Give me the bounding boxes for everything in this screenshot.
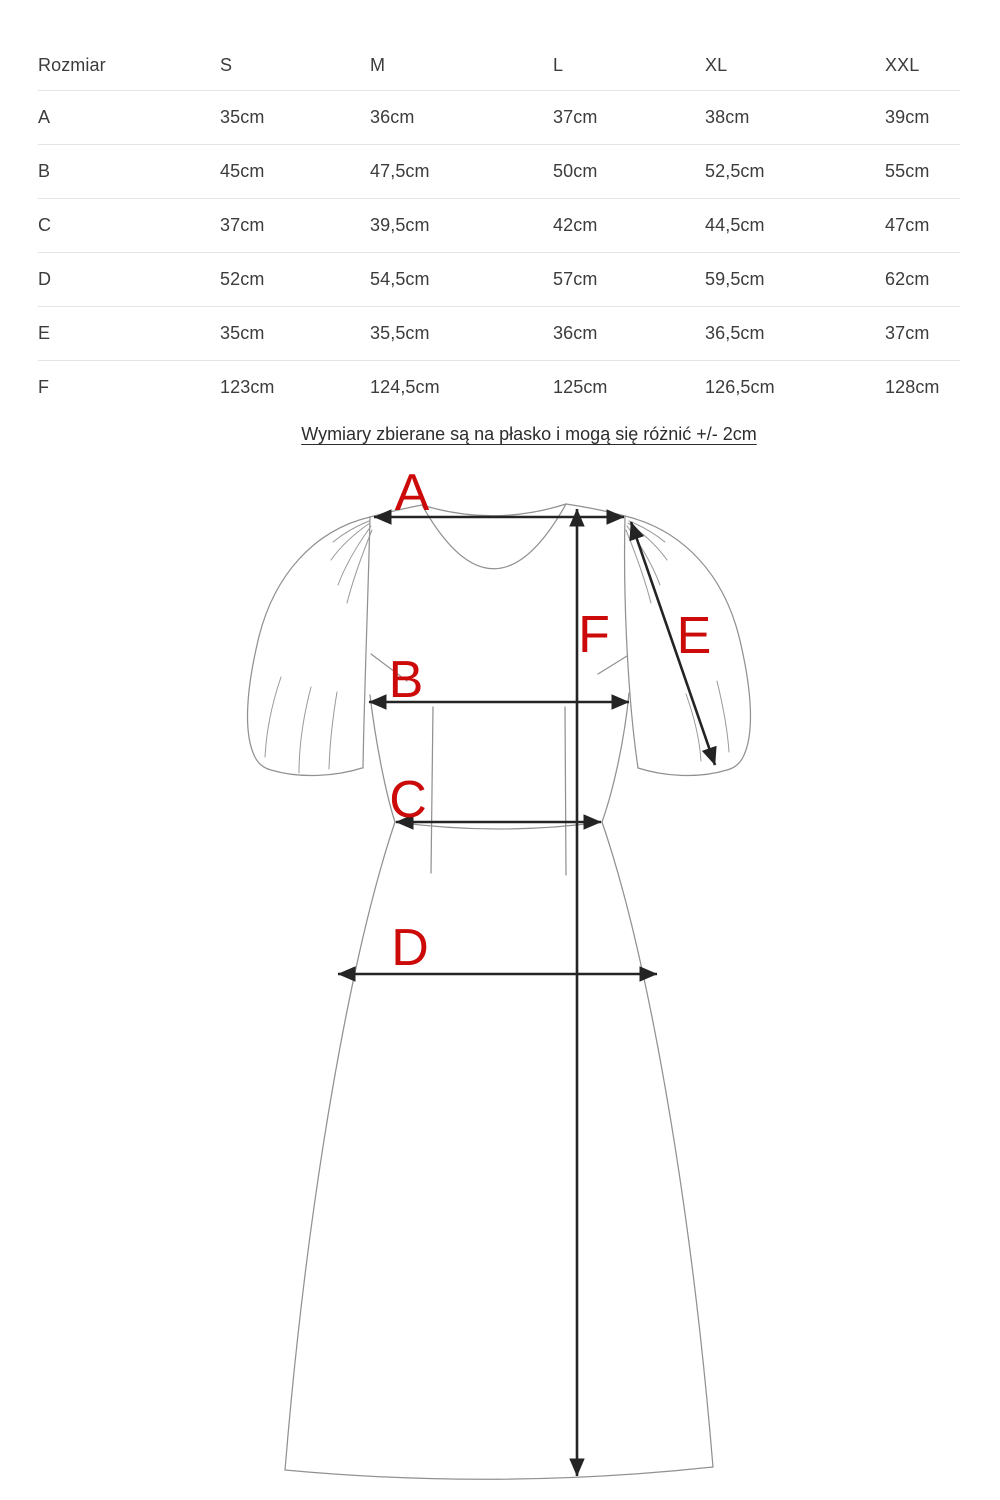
- value-cell: 35,5cm: [370, 323, 430, 343]
- column-header-rozmiar: Rozmiar: [38, 54, 106, 75]
- right-skirt-seam: [602, 822, 713, 1467]
- value-cell: 42cm: [553, 215, 598, 235]
- left-armhole-seam: [363, 517, 370, 768]
- value-cell: 36cm: [370, 107, 415, 127]
- left-waist-dart: [431, 707, 433, 873]
- measure-label-d: D: [391, 919, 429, 977]
- front-neckline: [422, 504, 566, 569]
- value-cell: 125cm: [553, 377, 608, 397]
- value-cell: 39,5cm: [370, 215, 430, 235]
- value-cell: 39cm: [885, 107, 930, 127]
- measure-label-a: A: [394, 464, 430, 522]
- value-cell: 123cm: [220, 377, 275, 397]
- value-cell: 59,5cm: [705, 269, 765, 289]
- measure-label-c: C: [389, 771, 427, 829]
- row-label: C: [38, 215, 52, 235]
- value-cell: 44,5cm: [705, 215, 765, 235]
- value-cell: 128cm: [885, 377, 940, 397]
- left-cuff-gather: [329, 692, 337, 769]
- row-label: A: [38, 107, 51, 127]
- column-header-l: L: [553, 54, 564, 75]
- column-header-xl: XL: [705, 54, 728, 75]
- measure-label-e: E: [676, 607, 712, 665]
- column-header-xxl: XXL: [885, 54, 920, 75]
- sleeve-gather-lines: [265, 521, 729, 773]
- column-header-m: M: [370, 54, 386, 75]
- right-bodice-seam: [602, 693, 629, 822]
- value-cell: 36cm: [553, 323, 598, 343]
- measure-label-b: B: [388, 651, 424, 709]
- value-cell: 37cm: [885, 323, 930, 343]
- value-cell: 35cm: [220, 107, 265, 127]
- value-cell: 38cm: [705, 107, 750, 127]
- row-label: D: [38, 269, 52, 289]
- value-cell: 47,5cm: [370, 161, 430, 181]
- value-cell: 37cm: [220, 215, 265, 235]
- value-cell: 35cm: [220, 323, 265, 343]
- measure-label-f: F: [578, 606, 610, 664]
- row-label: B: [38, 161, 51, 181]
- value-cell: 52,5cm: [705, 161, 765, 181]
- value-cell: 37cm: [553, 107, 598, 127]
- right-armhole-seam: [625, 516, 638, 768]
- right-waist-dart: [565, 707, 566, 875]
- left-cuff-gather: [265, 677, 281, 757]
- back-neckline: [422, 504, 566, 516]
- value-cell: 62cm: [885, 269, 930, 289]
- column-header-s: S: [220, 54, 233, 75]
- left-skirt-seam: [285, 822, 395, 1470]
- value-cell: 36,5cm: [705, 323, 765, 343]
- left-shoulder-gather: [333, 521, 369, 542]
- left-shoulder-gather: [331, 523, 370, 560]
- value-cell: 47cm: [885, 215, 930, 235]
- value-cell: 55cm: [885, 161, 930, 181]
- value-cell: 126,5cm: [705, 377, 775, 397]
- value-cell: 52cm: [220, 269, 265, 289]
- row-label: E: [38, 323, 51, 343]
- row-label: F: [38, 377, 50, 397]
- value-cell: 124,5cm: [370, 377, 440, 397]
- right-cuff-gather: [717, 681, 729, 752]
- value-cell: 57cm: [553, 269, 598, 289]
- hem-line: [285, 1467, 713, 1479]
- left-cuff-gather: [299, 687, 311, 773]
- measurement-note-text: Wymiary zbierane są na płasko i mogą się różnić +/- 2cm: [301, 424, 757, 444]
- right-shoulder-line: [566, 504, 625, 516]
- value-cell: 45cm: [220, 161, 265, 181]
- value-cell: 50cm: [553, 161, 598, 181]
- value-cell: 54,5cm: [370, 269, 430, 289]
